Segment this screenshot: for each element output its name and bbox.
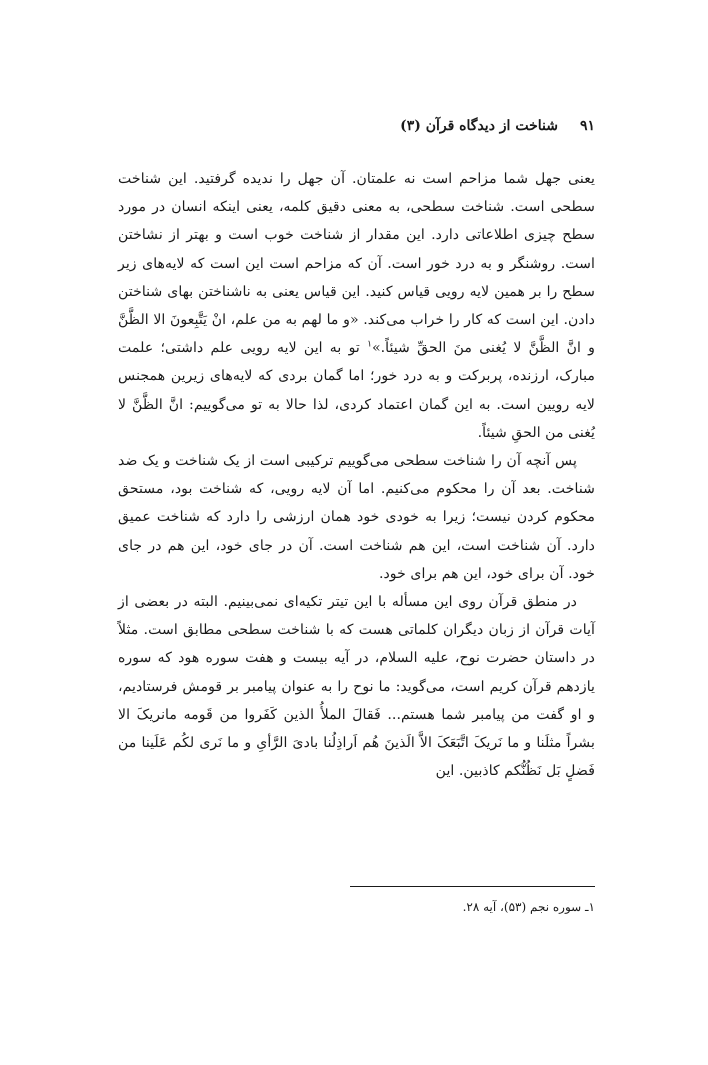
paragraph-1-text: یعنی جهل شما مزاحم است نه علمتان. آن جهل را ندیده گرفتید. این شناخت سطحی است. شناخت سطحی، به معنی دقیق کلمه، یعنی اینکه انسان در مورد سطح چیزی اطلاعاتی دارد. این مقدار از شناخت خوب است و بهتر از نشاختن است. روشنگر و به درد خور است. آن که مزاحم است این است که لایه‌های زیر سطح را بر همین لایه رویی قیاس کنید. این قیاس یعنی به ناشناختن بهای شناختن دادن. این است که کار را خراب می‌کند. «و ما لهم به من علم، انْ یَتَّبِعونَ الا الظَّنَّ و انَّ الظَّنَّ لا یُغنی منَ الحقِّ شیئاً.» xyxy=(118,171,596,357)
body-text xyxy=(118,165,595,785)
running-head xyxy=(118,118,595,134)
footnote-divider xyxy=(350,886,595,887)
paragraph-1 xyxy=(118,165,595,447)
page-number: ۹۱ xyxy=(579,118,595,134)
paragraph-3: در منطق قرآن روی این مسأله با این تیتر تکیه‌ای نمی‌بینیم. البته در بعضی از آیات قرآن از زبان دیگران کلماتی هست که با شناخت سطحی مطابق است. مثلاً در داستان حضرت نوح، علیه السلام، در آیه بیست و هفت سوره هود که سوره یازدهم قرآن کریم است، می‌گوید: ما نوح را به عنوان پیامبر بر قومش فرستادیم، و او گفت من پیامبر شما هستم... فَقالَ الملأُ الذین کَفَروا من قَومه مانریکَ الا بشراً مثلَنا و ما نَریکَ اتَّبَعَکَ الاَّ الَذینَ هُم اَراذِلُنا بادیَ الرَّأیِ و ما نَری لکُم عَلَینا من فَضلٍ بَل نَظُنُّکم کاذبین. این xyxy=(118,594,595,780)
paragraph-2: پس آنچه آن را شناخت سطحی می‌گوییم ترکیبی است از یک شناخت و یک ضد شناخت. بعد آن را محکوم می‌کنیم. اما آن لایه رویی، که شناخت بود، مستحق محکوم کردن نیست؛ زیرا به خودی خود همان ارزشی را دارد که شناخت عمیق دارد. آن شناخت است، این هم شناخت است. آن در جای خود، این هم در جای خود. آن برای خود، این هم برای خود. xyxy=(118,453,595,582)
running-title: شناخت از دیدگاه قرآن (۳) xyxy=(400,118,558,134)
paragraph-1-continued: تو به این لایه رویی علم داشتی؛ علمت مبارک، ارزنده، پربرکت و به درد خور؛ اما گمان بردی که لایه‌های زیرین همجنس لایه رویین است. به این گمان اعتماد کردی، لذا حالا به تو می‌گوییم: انَّ الظَّنَّ لا یُغنی من الحقِ شیئاً. xyxy=(118,340,595,441)
footnote: ۱ـ سوره نجم (۵۳)، آیه ۲۸. xyxy=(462,900,595,914)
footnote-marker: ۱ xyxy=(367,339,372,350)
